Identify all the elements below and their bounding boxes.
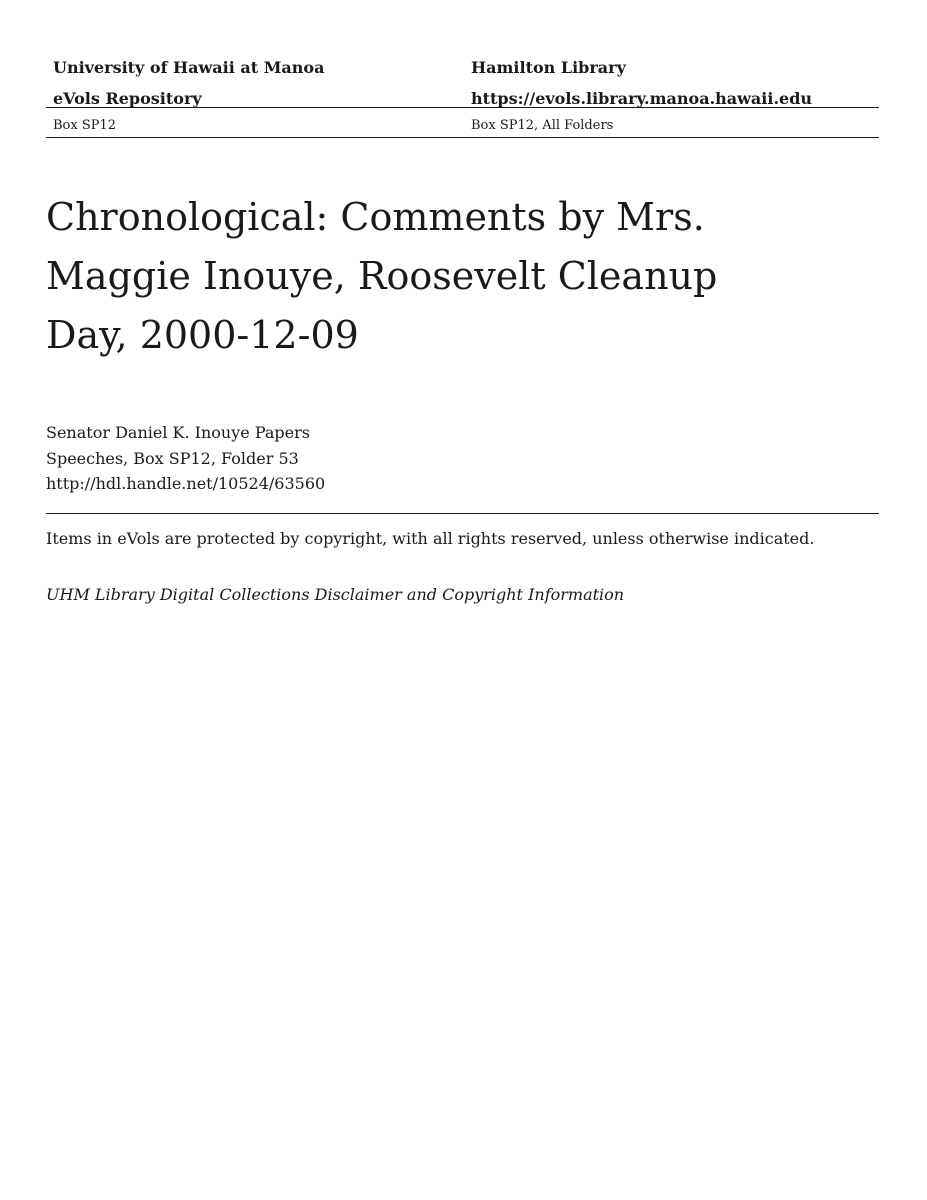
header-bottom-divider <box>46 137 879 138</box>
box-label-left: Box SP12 <box>53 118 117 133</box>
disclaimer-link[interactable]: UHM Library Digital Collections Disclaimer and Copyright Information <box>46 585 625 604</box>
title-line-2: Maggie Inouye, Roosevelt Cleanup <box>46 254 718 298</box>
header-table <box>46 52 879 114</box>
handle-link[interactable]: http://hdl.handle.net/10524/63560 <box>46 474 326 493</box>
box-label-right: Box SP12, All Folders <box>471 118 614 133</box>
repository-name: eVols Repository <box>53 89 202 108</box>
header-divider <box>46 107 879 108</box>
document-title <box>46 188 766 365</box>
header-row-1 <box>46 52 879 83</box>
metadata-divider <box>46 513 879 514</box>
institution-name: University of Hawaii at Manoa <box>53 58 325 77</box>
document-metadata <box>46 420 325 497</box>
library-name: Hamilton Library <box>471 58 626 77</box>
document-page <box>46 0 879 1200</box>
folder-location: Speeches, Box SP12, Folder 53 <box>46 448 299 468</box>
title-line-1: Chronological: Comments by Mrs. <box>46 195 705 239</box>
header-row-2 <box>46 83 879 114</box>
collection-name: Senator Daniel K. Inouye Papers <box>46 423 310 442</box>
copyright-notice: Items in eVols are protected by copyright, with all rights reserved, unless otherwise indicated. <box>46 529 815 548</box>
repository-url[interactable]: https://evols.library.manoa.hawaii.edu <box>471 89 813 108</box>
title-line-3: Day, 2000-12-09 <box>46 313 359 357</box>
